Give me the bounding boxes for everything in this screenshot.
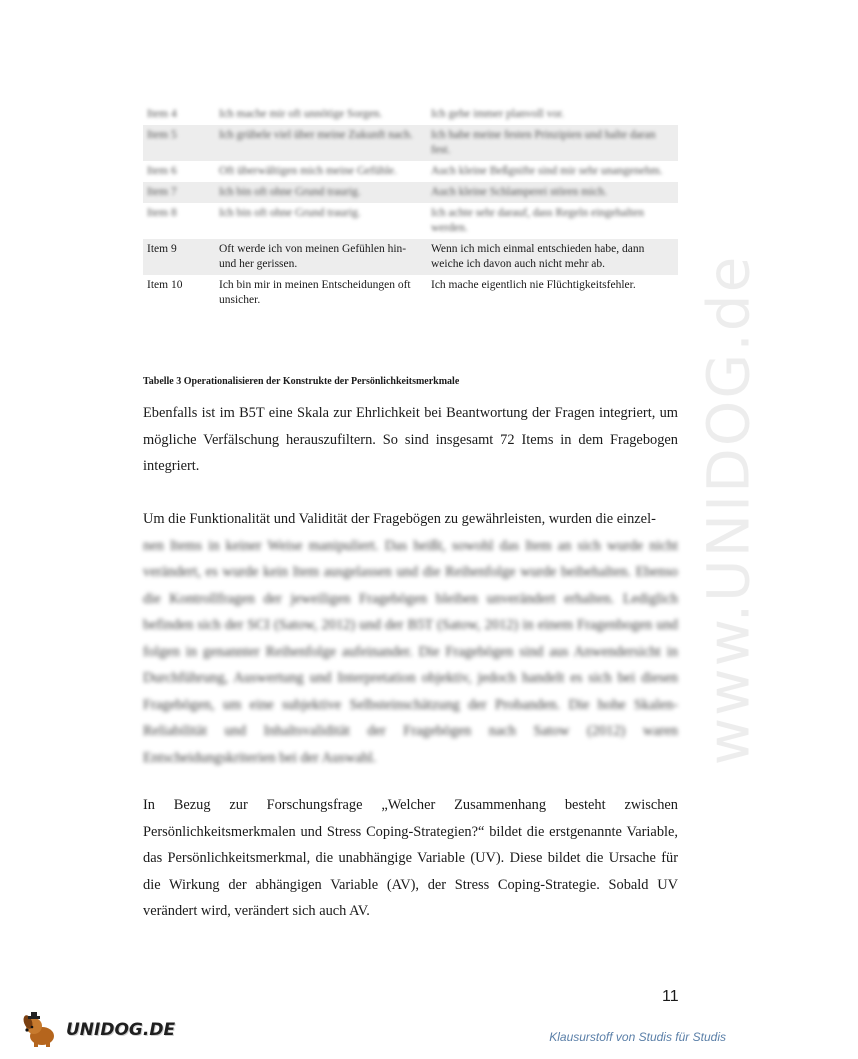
right-pole-cell: Ich achte sehr darauf, dass Regeln eingehalten werden. <box>431 207 644 234</box>
table-caption: Tabelle 3 Operationalisieren der Konstrukte der Persönlichkeitsmerkmale <box>143 376 460 387</box>
item-cell: Item 6 <box>147 165 177 177</box>
left-pole-cell: Ich bin mir in meinen Entscheidungen oft unsicher. <box>219 279 411 306</box>
left-pole-cell: Oft überwältigen mich meine Gefühle. <box>219 165 397 177</box>
table-row <box>143 275 678 311</box>
footer-tagline: Klausurstoff von Studis für Studis <box>549 1030 726 1044</box>
left-pole-cell: Oft werde ich von meinen Gefühlen hin- und her gerissen. <box>219 243 407 270</box>
unidog-logo[interactable] <box>20 1012 175 1048</box>
table-row <box>143 104 678 125</box>
paragraph-2-first-line: Um die Funktionalität und Validität der Fragebögen zu gewährleisten, wurden die einzel- <box>143 511 656 527</box>
table-row <box>143 161 678 182</box>
left-pole-cell: Ich grübele viel über meine Zukunft nach. <box>219 129 413 141</box>
right-pole-cell: Ich gehe immer planvoll vor. <box>431 108 565 120</box>
watermark-text: www.UNIDOG.de <box>694 254 762 766</box>
paragraph-honesty-scale <box>143 400 678 480</box>
paragraph-2-blurred-text: nen Items in keiner Weise manipuliert. Das heißt, sowohl das Item an sich wurde nicht verändert, es wurde kein Item ausgelassen und die Reihenfolge wurde beibehalten. Ebenso die Kontrollfragen der jeweiligen Fragebögen bleiben unverändert erhalten. Lediglich befinden sich der SCI (Satow, 2012) und der B5T (Satow, 2012) in einem Fragenbogen und folgen in genannter Reihenfolge aufeinander. Die Fragebögen sind aus Anwendersicht in Durchführung, Auswertung und Interpretation objektiv, jedoch handelt es sich bei diesen Fragebögen, um eine subjektive Selbsteinschätzung der Probanden. Die hohe Skalen-Reliabilität und Inhaltsvalidität der Fragebögen nach Satow (2012) waren Entscheidungskriterien bei der Auswahl. <box>143 537 678 766</box>
logo-text: UNIDOG.DE <box>66 1020 176 1040</box>
dog-icon <box>20 1012 62 1048</box>
item-cell: Item 7 <box>147 186 177 198</box>
operationalization-table <box>143 104 678 311</box>
item-cell: Item 8 <box>147 207 177 219</box>
paragraph-3-text: In Bezug zur Forschungsfrage „Welcher Zusammenhang besteht zwischen Persönlichkeitsmerkmalen und Stress Coping-Strategien?“ bildet die erstgenannte Variable, das Persönlichkeitsmerkmal, die unabhängige Variable (UV). Diese bildet die Ursache für die Wirkung der abhängigen Variable (AV), der Stress Coping-Strategie. Sobald UV verändert wird, verändert sich auch AV. <box>143 797 678 919</box>
item-cell: Item 9 <box>147 243 177 255</box>
right-pole-cell: Ich mache eigentlich nie Flüchtigkeitsfehler. <box>431 279 636 291</box>
item-cell: Item 4 <box>147 108 177 120</box>
table-row <box>143 125 678 161</box>
right-pole-cell: Ich habe meine festen Prinzipien und halte daran fest. <box>431 129 656 156</box>
right-pole-cell: Auch kleine Schlamperei stören mich. <box>431 186 607 198</box>
right-pole-cell: Auch kleine Beßgnifte sind mir sehr unangenehm. <box>431 165 663 177</box>
table-row <box>143 239 678 275</box>
paragraph-1-text: Ebenfalls ist im B5T eine Skala zur Ehrlichkeit bei Beantwortung der Fragen integriert, um mögliche Verfälschung herauszufiltern. So sind insgesamt 72 Items in dem Fragebogen integriert. <box>143 405 678 474</box>
paragraph-validity <box>143 506 678 771</box>
page-number: 11 <box>662 988 679 1005</box>
left-pole-cell: Ich bin oft ohne Grund traurig. <box>219 207 361 219</box>
table-row <box>143 182 678 203</box>
left-pole-cell: Ich bin oft ohne Grund traurig. <box>219 186 361 198</box>
item-cell: Item 10 <box>147 279 183 291</box>
left-pole-cell: Ich mache mir oft unnötige Sorgen. <box>219 108 383 120</box>
paragraph-research-question <box>143 792 678 925</box>
table-row <box>143 203 678 239</box>
item-cell: Item 5 <box>147 129 177 141</box>
right-pole-cell: Wenn ich mich einmal entschieden habe, dann weiche ich davon auch nicht mehr ab. <box>431 243 645 270</box>
